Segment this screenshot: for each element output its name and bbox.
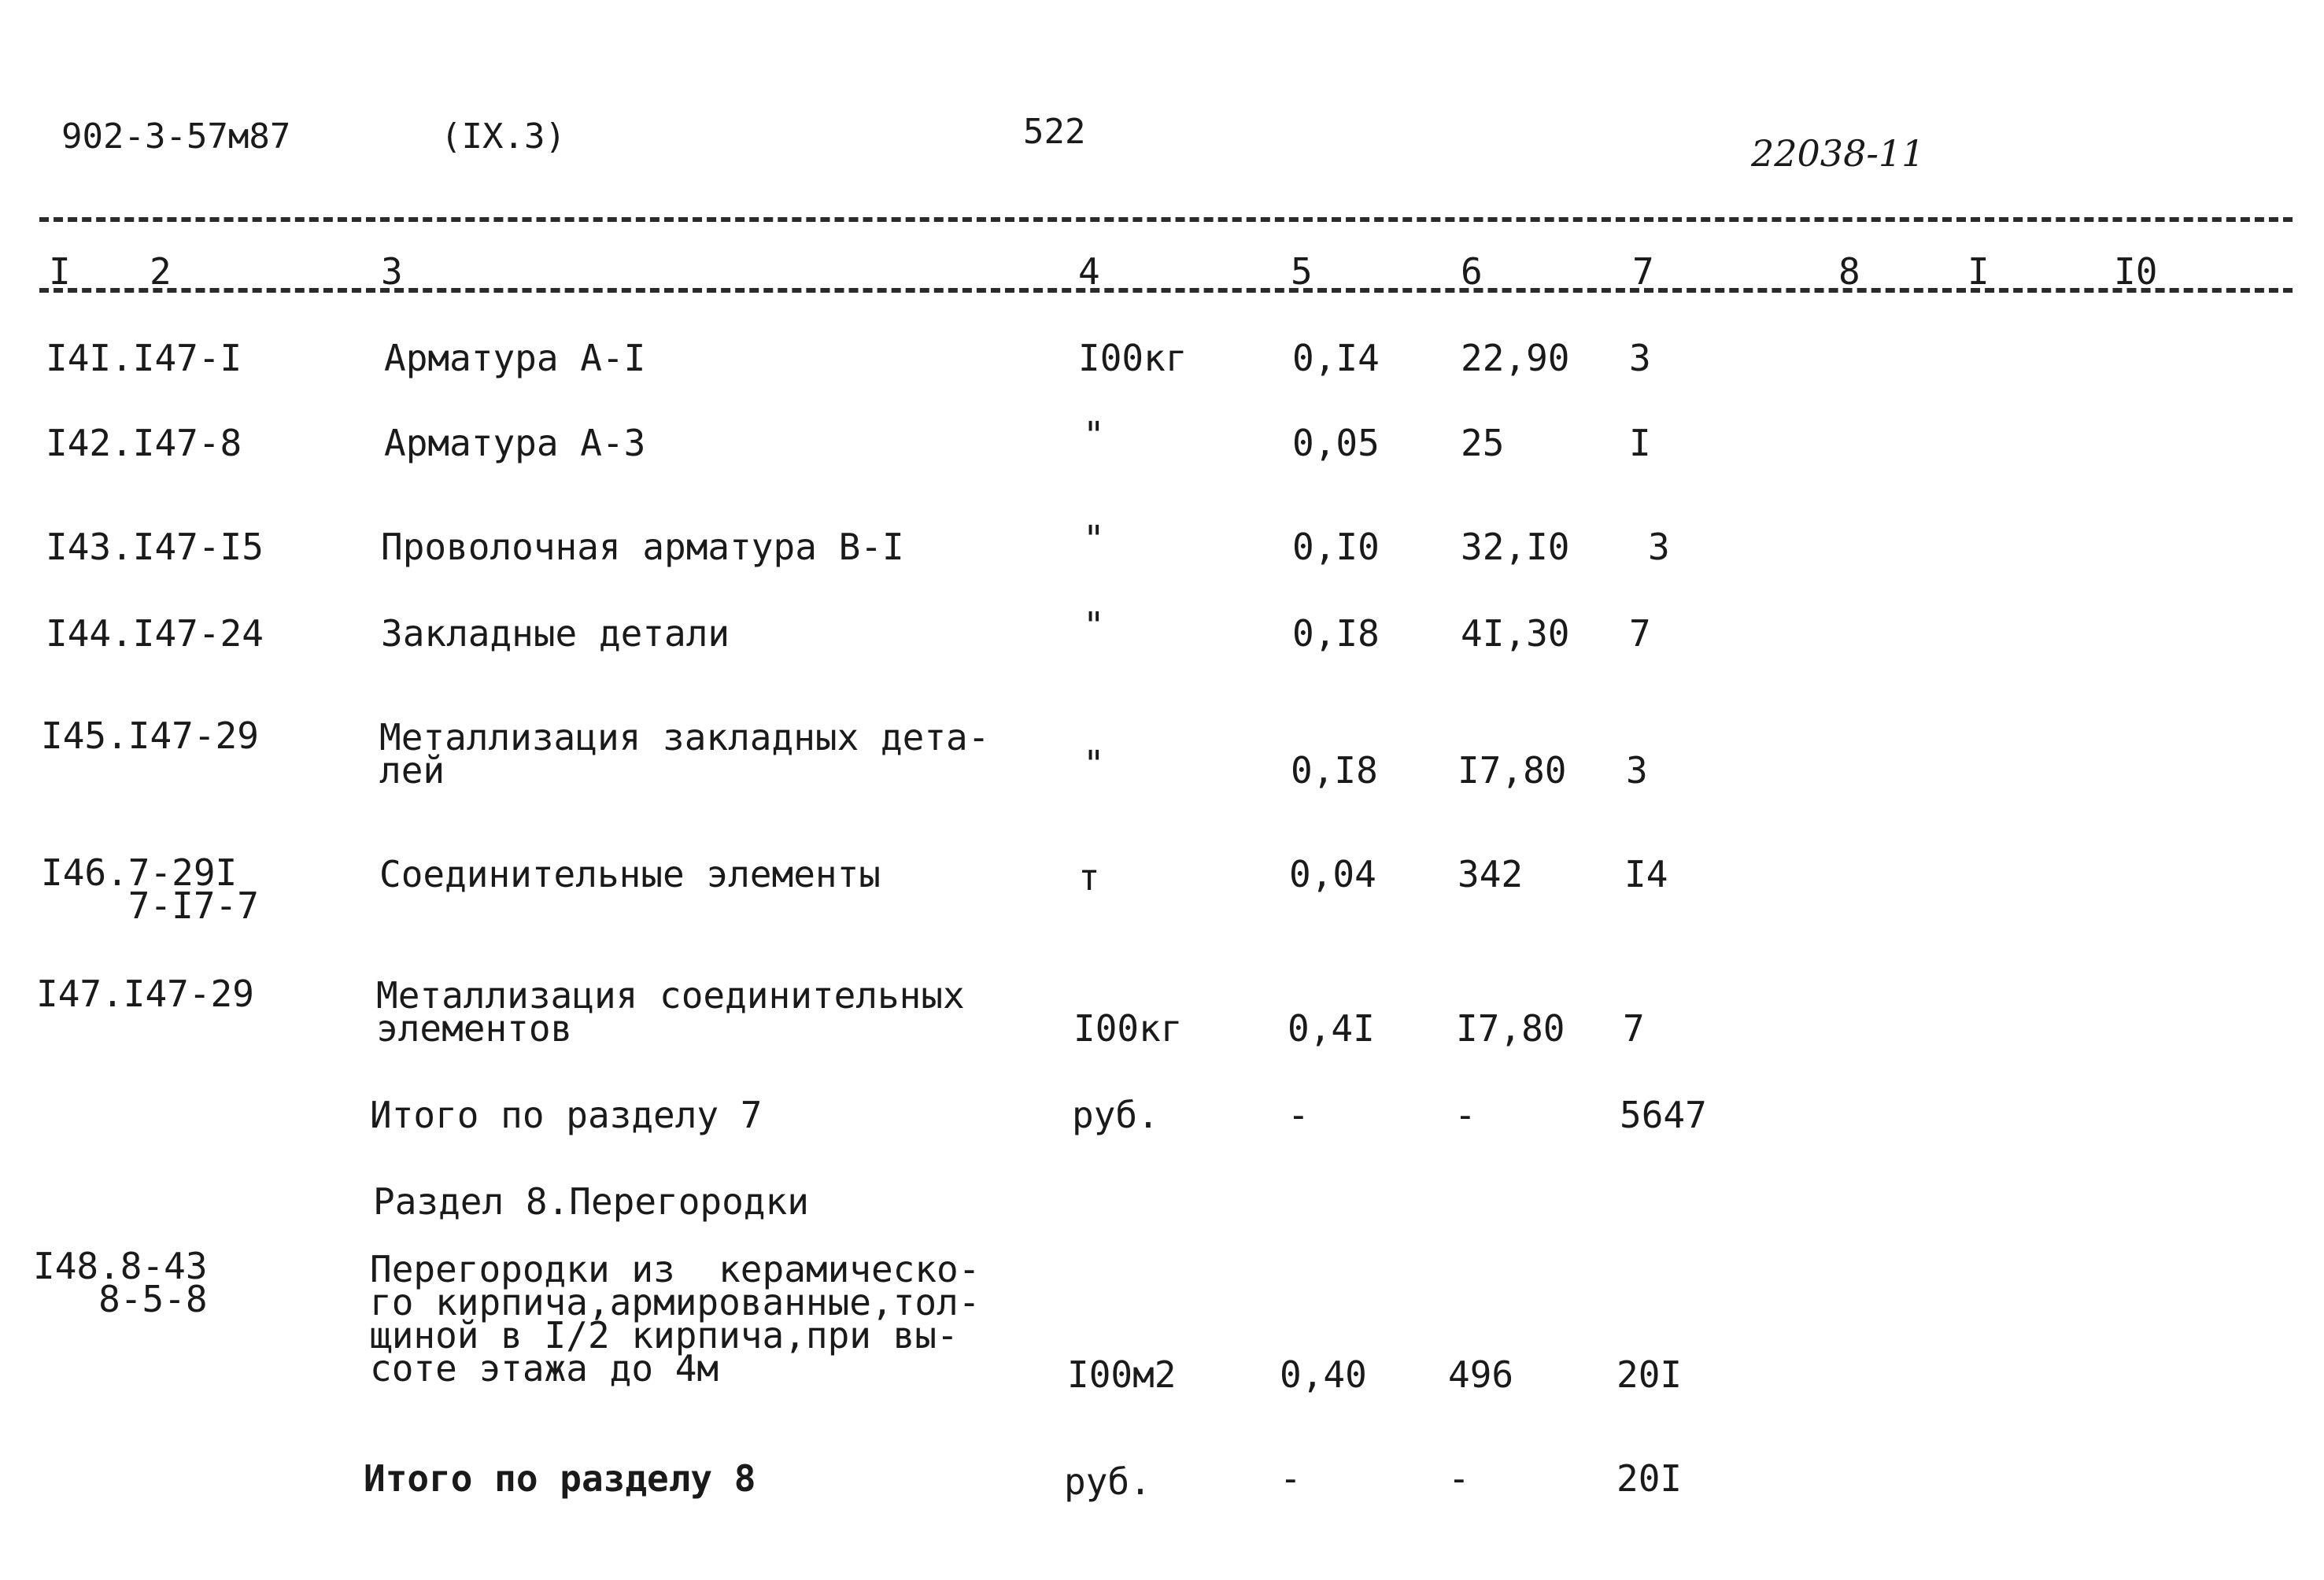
section-total-label: Итого по разделу 7 [370, 1094, 763, 1136]
item-total: 7 [1629, 612, 1651, 655]
item-unit: руб. [1072, 1094, 1159, 1136]
col-number: I [1967, 250, 1990, 293]
item-total: 20I [1616, 1353, 1683, 1396]
item-total: 3 [1626, 749, 1648, 792]
item-total: 7 [1623, 1007, 1645, 1050]
item-price: - [1454, 1094, 1476, 1136]
item-quantity: 0,4I [1288, 1007, 1375, 1050]
item-code: I45.I47-29 [41, 714, 259, 757]
item-name: Металлизация соединительных элементов [376, 974, 965, 1050]
item-unit: " [1083, 414, 1105, 456]
item-price: 496 [1448, 1353, 1514, 1396]
item-quantity: - [1280, 1457, 1302, 1500]
item-quantity: - [1288, 1094, 1310, 1136]
item-price: 342 [1458, 853, 1524, 895]
item-name: Арматура А-I [384, 337, 646, 379]
item-price: I7,80 [1456, 1007, 1565, 1050]
item-quantity: 0,40 [1280, 1353, 1367, 1396]
col-number: I0 [2114, 250, 2158, 293]
item-quantity: 0,I0 [1292, 526, 1380, 568]
col-number: I [49, 250, 71, 293]
item-name: Соединительные элементы [379, 853, 881, 895]
col-number: 8 [1838, 250, 1860, 293]
item-code: I46.7-29I 7-I7-7 [41, 851, 259, 927]
col-number: 6 [1461, 250, 1483, 293]
document-code: 902-3-57м87 [61, 116, 291, 157]
item-code: I42.I47-8 [46, 422, 242, 464]
item-total: I4 [1624, 853, 1668, 895]
col-number: 2 [150, 250, 172, 293]
col-number: 3 [381, 250, 403, 293]
item-price: 22,90 [1461, 337, 1570, 379]
item-total: 20I [1616, 1457, 1683, 1500]
section-heading: Раздел 8.Перегородки [373, 1180, 809, 1223]
item-total: I [1629, 422, 1651, 464]
item-code: I47.I47-29 [36, 973, 254, 1015]
top-dashed-rule [39, 217, 2293, 222]
item-unit: I00кг [1073, 1007, 1183, 1050]
header-dashed-rule [39, 288, 2293, 293]
item-name: Перегородки из керамическо- го кирпича,армированные,тол- щиной в I/2 кирпича,при вы- соте этажа до 4м [370, 1248, 981, 1390]
item-code: I4I.I47-I [46, 337, 242, 379]
item-price: 4I,30 [1461, 612, 1570, 655]
item-unit: I00кг [1078, 337, 1188, 379]
item-quantity: 0,04 [1289, 853, 1376, 895]
item-name: Закладные детали [381, 612, 730, 655]
item-code: I48.8-43 8-5-8 [33, 1245, 208, 1320]
item-total: 3 [1629, 337, 1651, 379]
item-name: Металлизация закладных дета- лей [379, 716, 990, 792]
handwritten-number: 22038-11 [1751, 132, 1925, 175]
item-code: I44.I47-24 [46, 612, 264, 655]
item-quantity: 0,I8 [1291, 749, 1378, 792]
item-name: Проволочная арматура В-I [381, 526, 904, 568]
col-number: 7 [1632, 250, 1654, 293]
item-unit: руб. [1064, 1460, 1151, 1503]
item-price: - [1448, 1457, 1470, 1500]
col-number: 4 [1078, 250, 1100, 293]
item-price: I7,80 [1458, 749, 1567, 792]
item-unit: " [1083, 518, 1105, 560]
section-code: (IX.3) [441, 116, 566, 157]
page-number: 522 [1023, 112, 1086, 152]
item-total: 3 [1648, 526, 1670, 568]
item-total: 5647 [1620, 1094, 1707, 1136]
col-number: 5 [1291, 250, 1313, 293]
item-quantity: 0,05 [1292, 422, 1380, 464]
item-quantity: 0,I4 [1292, 337, 1380, 379]
item-name: Арматура А-3 [384, 422, 646, 464]
item-unit: т [1078, 856, 1100, 899]
item-unit: I00м2 [1067, 1353, 1177, 1396]
item-code: I43.I47-I5 [46, 526, 264, 568]
item-price: 32,I0 [1461, 526, 1570, 568]
section-total-label: Итого по разделу 8 [364, 1457, 756, 1500]
item-unit: " [1083, 604, 1105, 647]
item-unit: " [1083, 743, 1105, 785]
item-quantity: 0,I8 [1292, 612, 1380, 655]
item-price: 25 [1461, 422, 1505, 464]
